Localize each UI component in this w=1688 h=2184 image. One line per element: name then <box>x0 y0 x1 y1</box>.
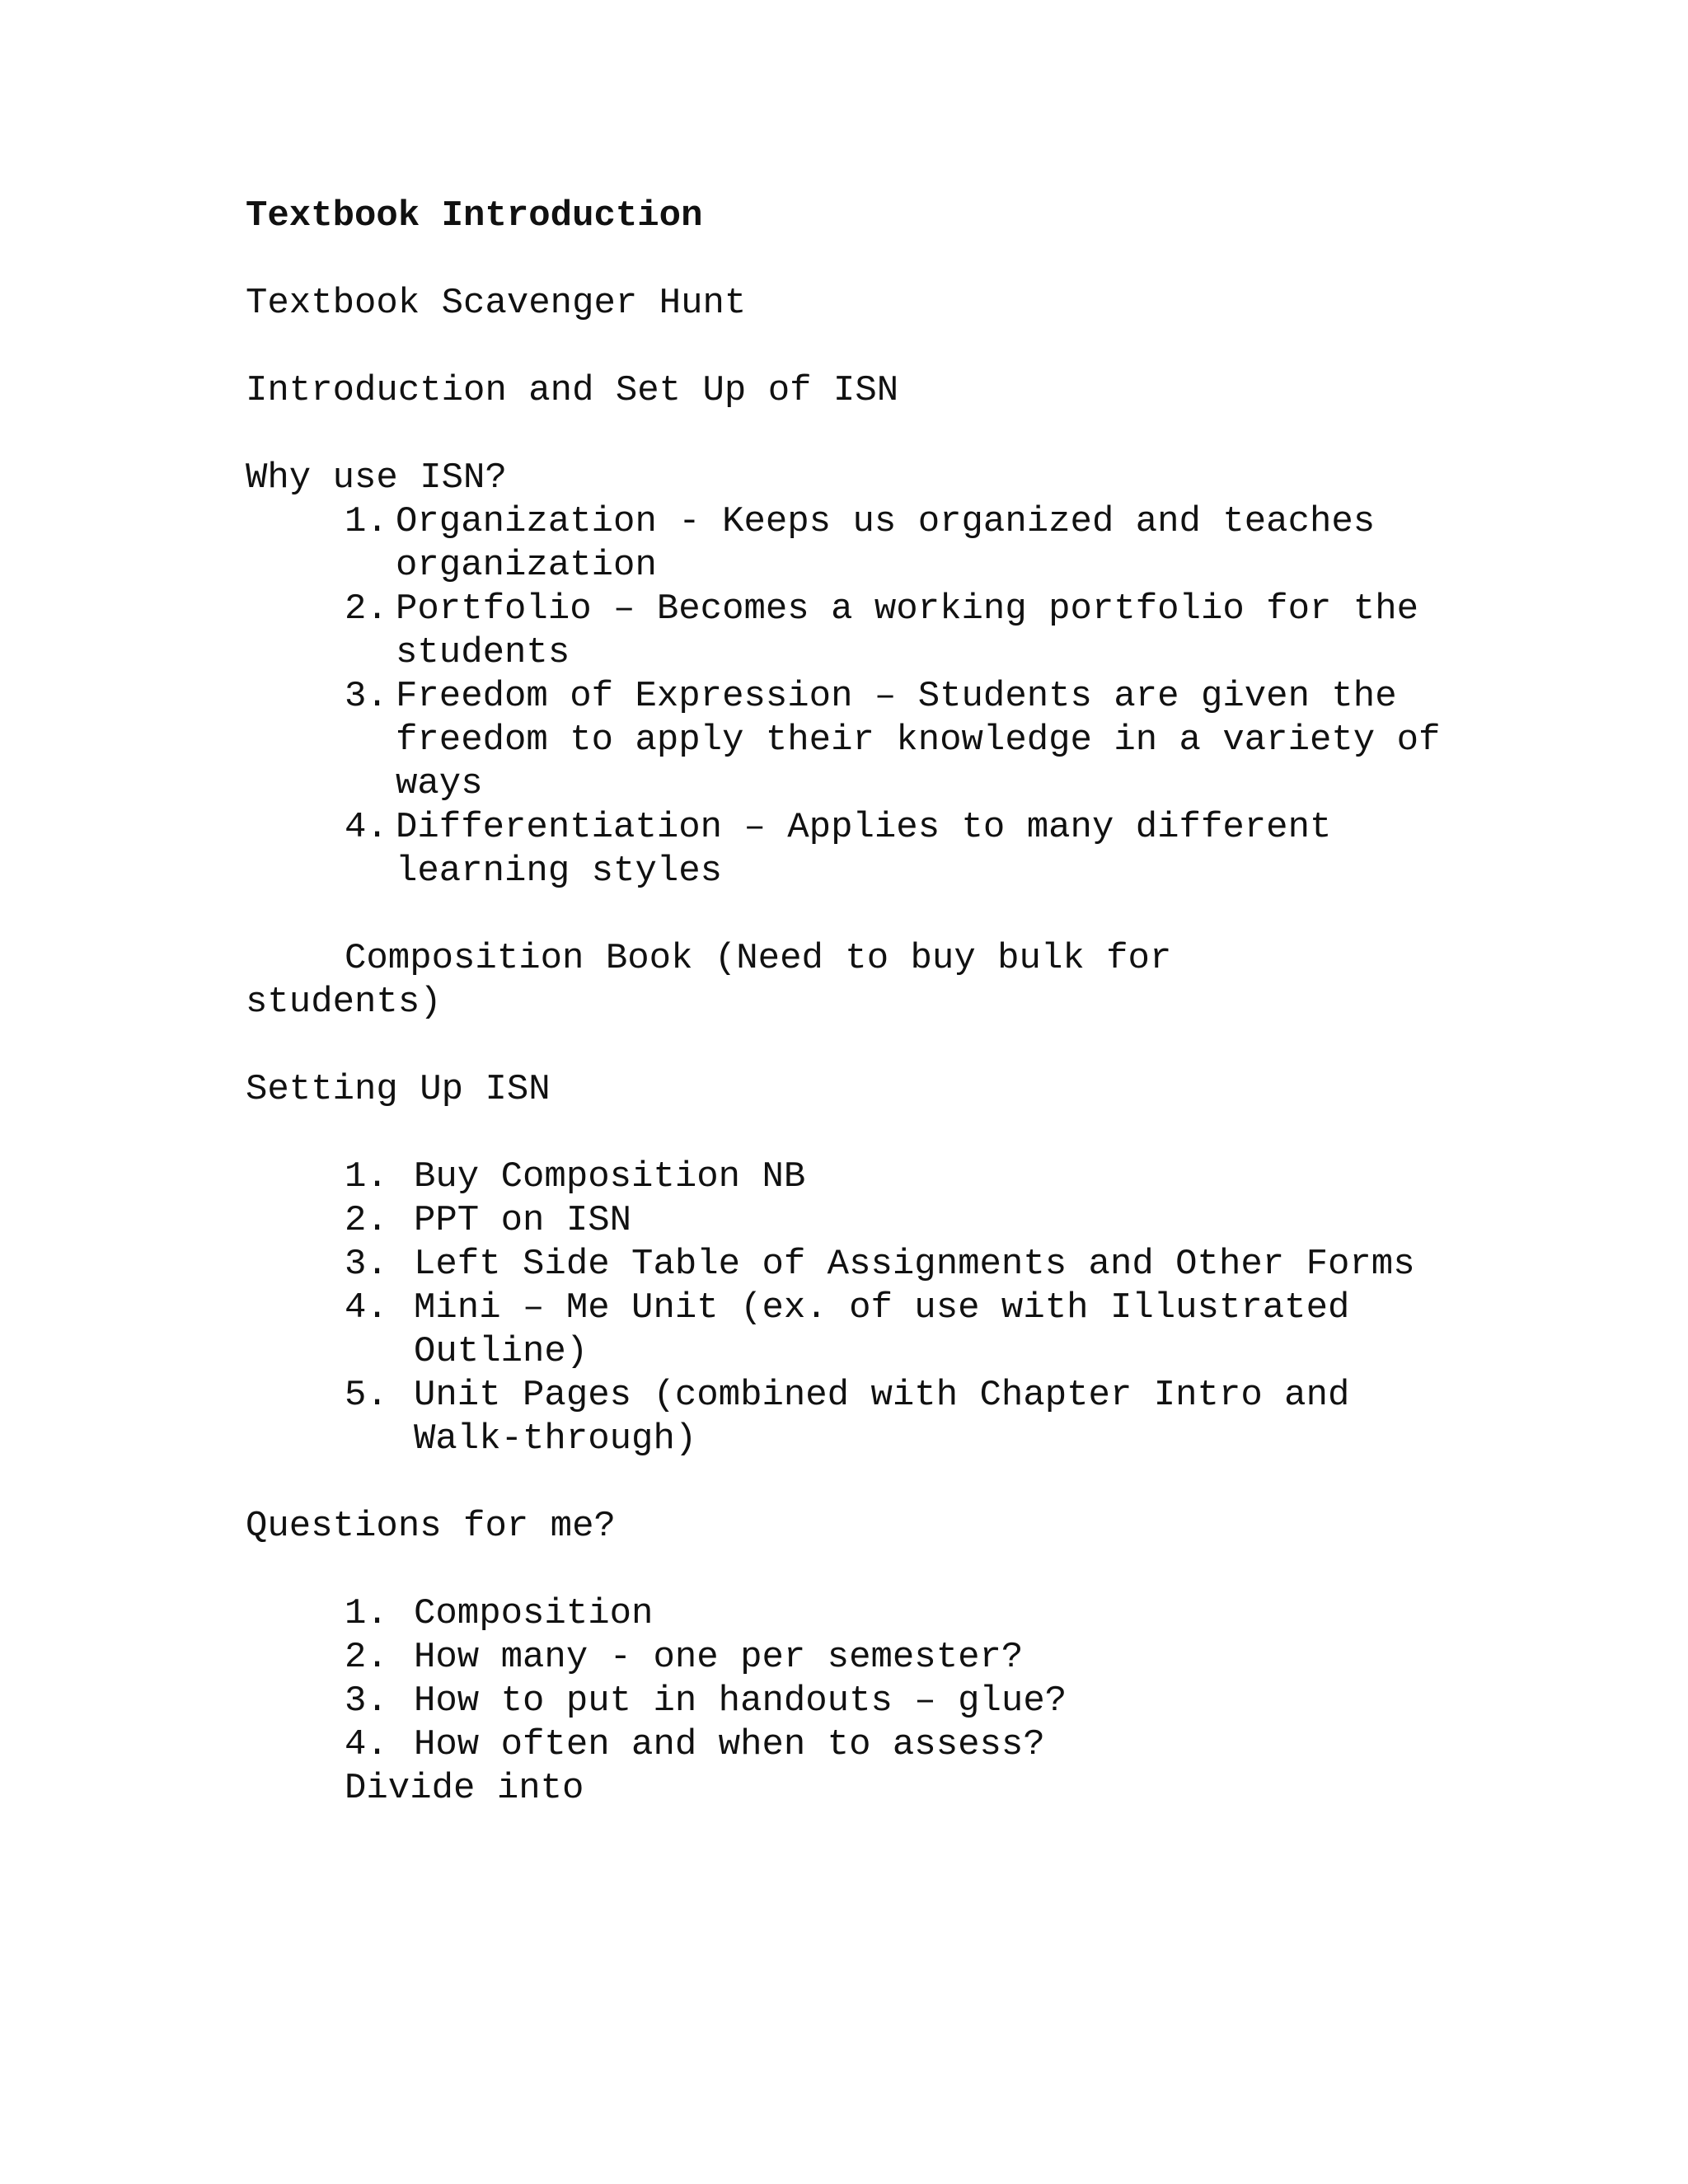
list-item-text: Portfolio – Becomes a working portfolio for the students <box>396 588 1419 673</box>
divide-into-line: Divide into <box>345 1768 584 1809</box>
blank-line <box>246 413 1449 457</box>
list-item-text: PPT on ISN <box>414 1200 632 1241</box>
list-item-text: Organization - Keeps us organized and teaches organization <box>396 501 1376 586</box>
list-item-text: Left Side Table of Assignments and Other Forms <box>414 1244 1415 1285</box>
list-item-number: 1. <box>345 1156 388 1197</box>
list-item-text: Unit Pages (combined with Chapter Intro and Walk-through) <box>414 1375 1350 1460</box>
blank-line <box>246 1024 1449 1068</box>
list-item-text: Differentiation – Applies to many different learning styles <box>396 807 1332 892</box>
list-item <box>246 588 1449 675</box>
list-item-number: 2. <box>345 1637 388 1678</box>
list-item <box>246 1199 1449 1243</box>
blank-line <box>246 1112 1449 1155</box>
list-item <box>246 1243 1449 1286</box>
blank-line <box>246 1461 1449 1505</box>
why-use-isn-heading: Why use ISN? <box>246 457 507 499</box>
blank-line <box>246 893 1449 937</box>
list-item <box>246 1374 1449 1461</box>
list-item-number: 2. <box>345 588 388 630</box>
document-title: Textbook Introduction <box>246 195 703 237</box>
why-use-isn-list <box>246 500 1449 893</box>
list-item-number: 1. <box>345 501 388 542</box>
list-item <box>246 1636 1449 1680</box>
setting-up-isn-list <box>246 1155 1449 1461</box>
list-item-text: Composition <box>414 1593 654 1634</box>
list-item <box>246 1592 1449 1636</box>
list-item-number: 5. <box>345 1375 388 1416</box>
questions-heading: Questions for me? <box>246 1506 616 1547</box>
setting-up-isn-heading: Setting Up ISN <box>246 1069 551 1110</box>
isn-setup-intro-line: Introduction and Set Up of ISN <box>246 370 899 411</box>
list-item-number: 4. <box>345 1287 388 1329</box>
composition-book-line-2: students) <box>246 982 442 1023</box>
blank-line <box>246 326 1449 369</box>
list-item-text: How often and when to assess? <box>414 1724 1045 1765</box>
list-item-text: How many - one per semester? <box>414 1637 1024 1678</box>
list-item-number: 3. <box>345 1680 388 1722</box>
questions-list <box>246 1592 1449 1767</box>
composition-book-line-1: Composition Book (Need to buy bulk for <box>345 938 1172 979</box>
list-item-text: Freedom of Expression – Students are given the freedom to apply their knowledge in a variety of ways <box>396 676 1441 804</box>
list-item-text: Mini – Me Unit (ex. of use with Illustrated Outline) <box>414 1287 1350 1372</box>
list-item-text: Buy Composition NB <box>414 1156 806 1197</box>
list-item-number: 4. <box>345 1724 388 1765</box>
list-item <box>246 500 1449 588</box>
blank-line <box>246 1549 1449 1592</box>
list-item-number: 1. <box>345 1593 388 1634</box>
list-item <box>246 1680 1449 1723</box>
scavenger-hunt-line: Textbook Scavenger Hunt <box>246 283 747 324</box>
list-item-number: 4. <box>345 807 388 848</box>
list-item <box>246 1155 1449 1199</box>
list-item <box>246 806 1449 893</box>
blank-line <box>246 238 1449 282</box>
list-item-number: 2. <box>345 1200 388 1241</box>
list-item-number: 3. <box>345 676 388 717</box>
list-item-text: How to put in handouts – glue? <box>414 1680 1067 1722</box>
list-item-number: 3. <box>345 1244 388 1285</box>
list-item <box>246 1723 1449 1767</box>
document-body <box>246 194 1449 1811</box>
list-item <box>246 675 1449 806</box>
list-item <box>246 1286 1449 1374</box>
